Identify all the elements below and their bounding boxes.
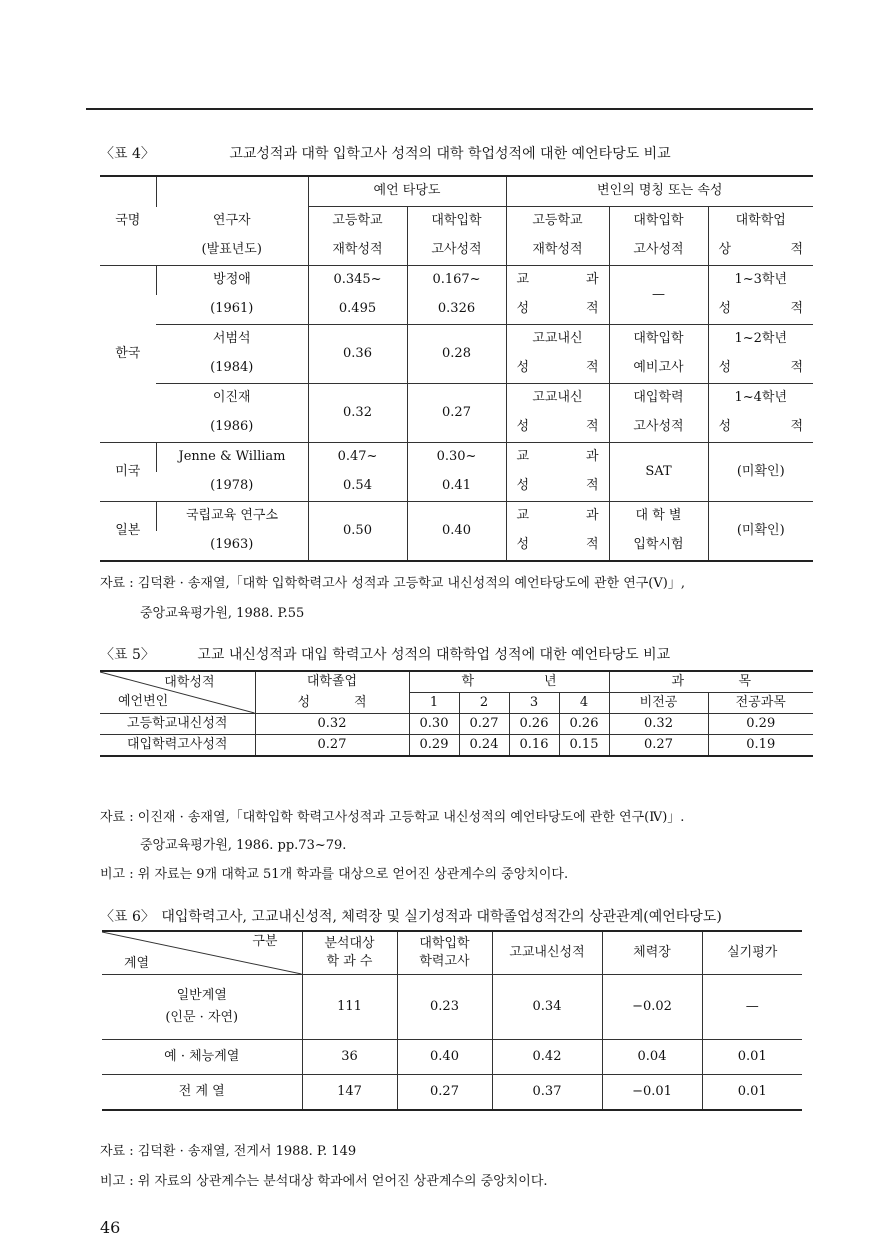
variable-cell: SAT xyxy=(609,443,708,502)
table4 xyxy=(100,175,813,562)
h-prac: 실기평가 xyxy=(702,931,802,975)
h-exam: 대학입학 학력고사 xyxy=(397,931,492,975)
h-count: 분석대상 학 과 수 xyxy=(302,931,397,975)
variable-cell: 교 과 xyxy=(506,266,609,296)
variable-cell: 1~2학년 xyxy=(708,325,813,355)
variable-cell: 1~3학년 xyxy=(708,266,813,296)
variable-cell: 성 적 xyxy=(708,295,813,325)
value-cell: 0.495 xyxy=(308,295,407,325)
variable-cell: 교 과 xyxy=(506,502,609,532)
value-cell: 0.27 xyxy=(609,735,708,757)
table4-source-1: 자료 : 김덕환 · 송재열,「대학 입학학력고사 성적과 고등학교 내신성적의 예언타당도에 관한 연구(Ⅴ)」, xyxy=(100,576,685,591)
corner-top: 구분 xyxy=(252,933,278,949)
variable-cell: 고사성적 xyxy=(609,413,708,443)
h-nonmajor: 비전공 xyxy=(609,693,708,714)
col-hs-b: 재학성적 xyxy=(308,236,407,266)
value-cell: 0.167~ xyxy=(407,266,506,296)
col-exam-a: 대학입학 xyxy=(407,207,506,237)
row-label: 예 · 체능계열 xyxy=(102,1040,302,1075)
variable-cell: 예비고사 xyxy=(609,354,708,384)
corner-bottom: 계열 xyxy=(124,956,150,971)
variable-cell: 성 적 xyxy=(506,413,609,443)
value-cell: 0.32 xyxy=(308,384,407,443)
value-cell: 0.30 xyxy=(409,714,459,735)
table4-label: 〈표 4〉 xyxy=(100,146,155,162)
col-v-exam-b: 고사성적 xyxy=(609,236,708,266)
variable-cell: 입학시험 xyxy=(609,531,708,561)
value-cell: 0.37 xyxy=(492,1075,602,1111)
variable-cell: 고교내신 xyxy=(506,325,609,355)
value-cell: 0.345~ xyxy=(308,266,407,296)
table6 xyxy=(102,930,802,1111)
col-v-univ-a: 대학학업 xyxy=(708,207,813,237)
table6-title: 대입학력고사, 고교내신성적, 체력장 및 실기성적과 대학졸업성적간의 상관관계(예언타당도) xyxy=(161,909,722,925)
value-cell: 36 xyxy=(302,1040,397,1075)
variable-cell: 성 적 xyxy=(708,354,813,384)
col-hs-a: 고등학교 xyxy=(308,207,407,237)
variable-cell: (미확인) xyxy=(708,443,813,502)
h-year: 학 년 xyxy=(409,671,609,693)
col-country: 국명 xyxy=(100,176,156,266)
value-cell: 0.27 xyxy=(397,1075,492,1111)
h-hs: 고교내신성적 xyxy=(492,931,602,975)
researcher-name: 서범석 xyxy=(156,325,308,355)
value-cell: 0.42 xyxy=(492,1040,602,1075)
table5-corner xyxy=(100,671,255,714)
col-v-hs-a: 고등학교 xyxy=(506,207,609,237)
value-cell: — xyxy=(702,975,802,1040)
table4-title: 고교성적과 대학 입학고사 성적의 대학 학업성적에 대한 예언타당도 비교 xyxy=(229,146,671,162)
table6-corner xyxy=(102,931,302,975)
value-cell: 147 xyxy=(302,1075,397,1111)
h-year-3: 3 xyxy=(509,693,559,714)
researcher-name: 국립교육 연구소 xyxy=(156,502,308,532)
table6-remark: 비고 : 위 자료의 상관계수는 분석대상 학과에서 얻어진 상관계수의 중앙치이다. xyxy=(100,1174,548,1189)
value-cell: 0.40 xyxy=(407,502,506,562)
researcher-year: (1984) xyxy=(210,360,254,376)
researcher-year: (1963) xyxy=(210,537,254,553)
value-cell: 0.27 xyxy=(255,735,409,757)
table5 xyxy=(100,670,813,757)
corner-bottom: 예언변인 xyxy=(118,693,169,709)
variable-cell: 성 적 xyxy=(506,295,609,325)
table5-source-1: 자료 : 이진재 · 송재열,「대학입학 학력고사성적과 고등학교 내신성적의 예언타당도에 관한 연구(Ⅳ)」. xyxy=(100,810,685,825)
variable-cell: 성 적 xyxy=(708,413,813,443)
table4-caption xyxy=(100,143,671,163)
table6-source: 자료 : 김덕환 · 송재열, 전게서 1988. P. 149 xyxy=(100,1144,357,1159)
value-cell: 111 xyxy=(302,975,397,1040)
value-cell: 0.29 xyxy=(708,714,813,735)
table5-title: 고교 내신성적과 대입 학력고사 성적의 대학학업 성적에 대한 예언타당도 비교 xyxy=(197,647,671,663)
country-japan: 일본 xyxy=(100,502,156,562)
h-grad-a: 대학졸업 xyxy=(255,671,409,693)
value-cell: 0.36 xyxy=(308,325,407,384)
researcher-year: (1961) xyxy=(210,301,254,317)
researcher-name: 방정애 xyxy=(156,266,308,296)
value-cell: 0.26 xyxy=(509,714,559,735)
col-researcher: 연구자 xyxy=(212,213,251,229)
row-label: 일반계열 (인문 · 자연) xyxy=(102,975,302,1040)
variable-cell: 대입학력 xyxy=(609,384,708,414)
page-number: 46 xyxy=(100,1218,121,1237)
value-cell: 0.40 xyxy=(397,1040,492,1075)
value-cell: 0.15 xyxy=(559,735,609,757)
value-cell: 0.326 xyxy=(407,295,506,325)
value-cell: 0.27 xyxy=(407,384,506,443)
table5-label: 〈표 5〉 xyxy=(100,647,155,663)
researcher-name: 이진재 xyxy=(156,384,308,414)
value-cell: 0.16 xyxy=(509,735,559,757)
table4-source-2: 중앙교육평가원, 1988. P.55 xyxy=(140,606,305,621)
value-cell: 0.29 xyxy=(409,735,459,757)
h-major: 전공과목 xyxy=(708,693,813,714)
variable-cell: 고교내신 xyxy=(506,384,609,414)
value-cell: 0.23 xyxy=(397,975,492,1040)
researcher-year: (1986) xyxy=(210,419,254,435)
value-cell: 0.32 xyxy=(255,714,409,735)
row-label: 대입학력고사성적 xyxy=(100,735,255,757)
value-cell: 0.01 xyxy=(702,1075,802,1111)
table5-source-2: 중앙교육평가원, 1986. pp.73~79. xyxy=(140,838,347,853)
col-v-hs-b: 재학성적 xyxy=(506,236,609,266)
variable-cell: 대학입학 xyxy=(609,325,708,355)
value-cell: 0.04 xyxy=(602,1040,702,1075)
table5-caption xyxy=(100,644,670,664)
h-phys: 체력장 xyxy=(602,931,702,975)
value-cell: 0.01 xyxy=(702,1040,802,1075)
value-cell: 0.28 xyxy=(407,325,506,384)
variable-cell: 성 적 xyxy=(506,472,609,502)
value-cell: 0.54 xyxy=(308,472,407,502)
h-year-1: 1 xyxy=(409,693,459,714)
col-exam-b: 고사성적 xyxy=(407,236,506,266)
value-cell: 0.27 xyxy=(459,714,509,735)
variable-cell: 대 학 별 xyxy=(609,502,708,532)
value-cell: 0.30~ xyxy=(407,443,506,473)
value-cell: −0.01 xyxy=(602,1075,702,1111)
value-cell: 0.34 xyxy=(492,975,602,1040)
value-cell: 0.24 xyxy=(459,735,509,757)
h-year-4: 4 xyxy=(559,693,609,714)
table6-caption xyxy=(100,906,722,926)
researcher-name: Jenne & William xyxy=(156,443,308,473)
value-cell: −0.02 xyxy=(602,975,702,1040)
col-researcher-sub: (발표년도) xyxy=(201,242,262,258)
group-variable: 변인의 명칭 또는 속성 xyxy=(506,176,813,207)
variable-cell: 교 과 xyxy=(506,443,609,473)
row-label: 고등학교내신성적 xyxy=(100,714,255,735)
col-v-exam-a: 대학입학 xyxy=(609,207,708,237)
header-rule xyxy=(86,108,813,110)
corner-top: 대학성적 xyxy=(164,675,215,691)
col-v-univ-b: 상 적 xyxy=(708,236,813,266)
value-cell: 0.32 xyxy=(609,714,708,735)
country-usa: 미국 xyxy=(100,443,156,502)
variable-cell: 성 적 xyxy=(506,354,609,384)
value-cell: 0.41 xyxy=(407,472,506,502)
value-cell: 0.26 xyxy=(559,714,609,735)
value-cell: 0.47~ xyxy=(308,443,407,473)
h-year-2: 2 xyxy=(459,693,509,714)
group-validity: 예언 타당도 xyxy=(308,176,506,207)
researcher-year: (1978) xyxy=(210,478,254,494)
row-label: 전 계 열 xyxy=(102,1075,302,1111)
value-cell: 0.19 xyxy=(708,735,813,757)
table5-remark: 비고 : 위 자료는 9개 대학교 51개 학과를 대상으로 얻어진 상관계수의 중앙치이다. xyxy=(100,867,569,882)
variable-cell: 1~4학년 xyxy=(708,384,813,414)
variable-cell: — xyxy=(609,266,708,325)
country-korea: 한국 xyxy=(100,266,156,443)
variable-cell: 성 적 xyxy=(506,531,609,561)
h-subject: 과 목 xyxy=(609,671,813,693)
variable-cell: (미확인) xyxy=(708,502,813,562)
h-grad-b: 성 적 xyxy=(255,693,409,714)
table6-label: 〈표 6〉 xyxy=(100,909,155,925)
value-cell: 0.50 xyxy=(308,502,407,562)
